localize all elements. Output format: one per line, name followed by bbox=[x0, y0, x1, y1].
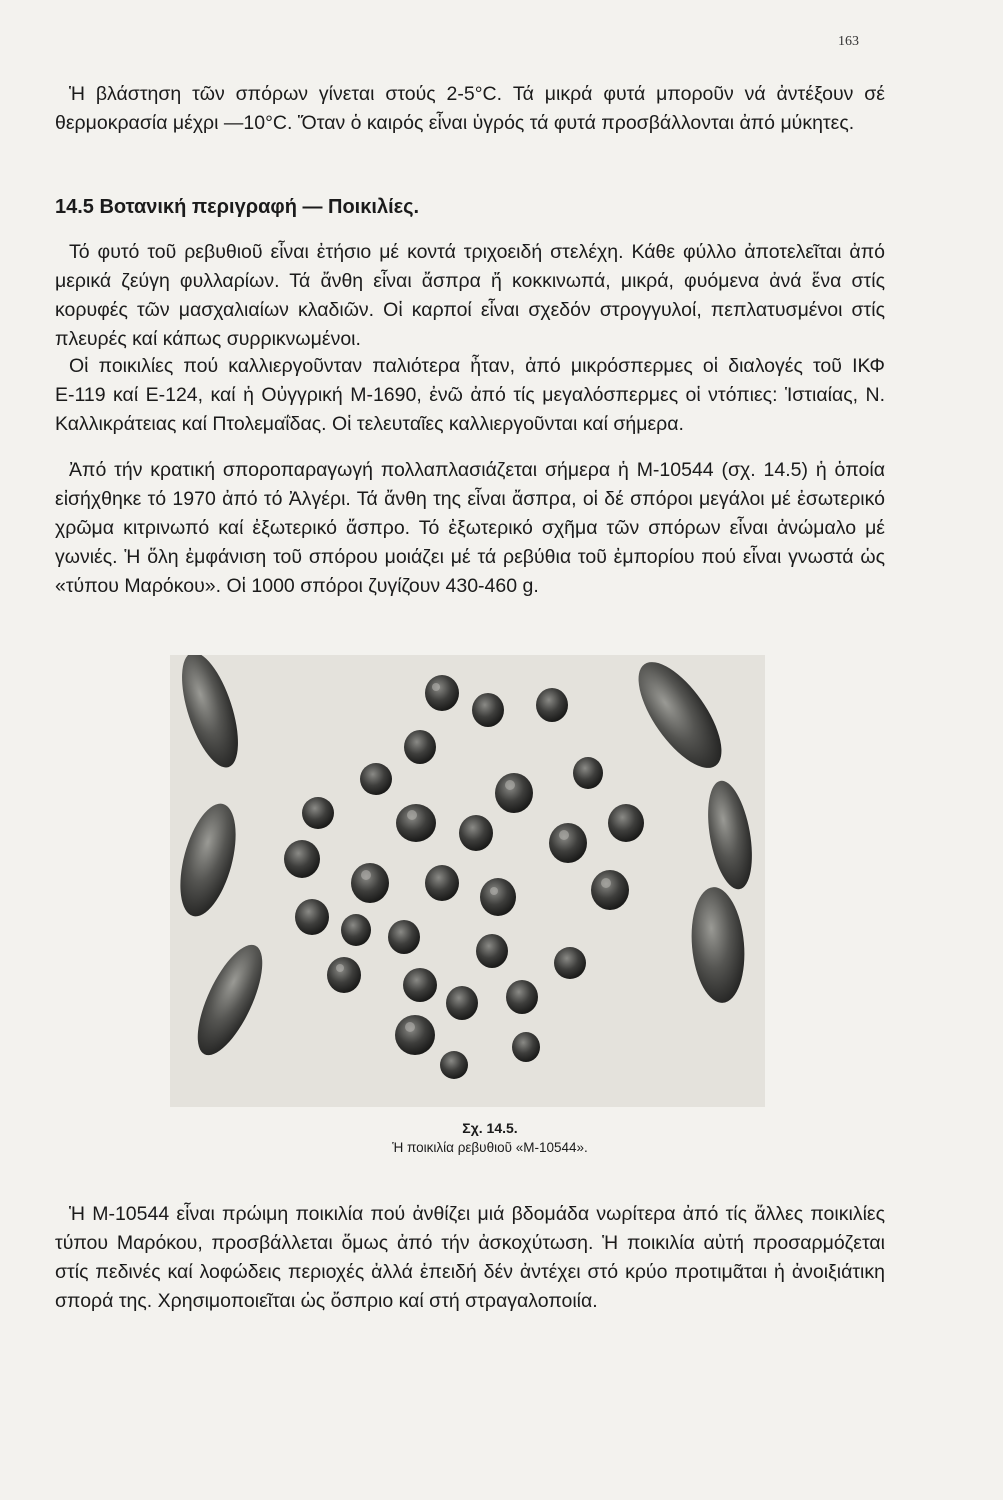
chickpea-photograph bbox=[170, 655, 765, 1107]
section-heading: 14.5 Βοτανική περιγραφή — Ποικιλίες. bbox=[55, 196, 420, 218]
paragraph-germination bbox=[55, 80, 885, 138]
paragraph-text: Ἡ Μ-10544 εἶναι πρώιμη ποικιλία πού ἀνθίζει μιά βδομάδα νωρίτερα ἀπό τίς ἄλλες ποικιλίες τύπου Μαρόκου, προσβάλλεται ὅμως ἀπό τήν ἀσκοχύτωση. Ἡ ποικιλία αὐτή προσαρμόζεται στίς πεδινές καί λοφώδεις περιοχές ἀλλά ἐπειδή δέν ἀντέχει στό κρύο προτιμᾶται ἡ ἀνοιξιάτικη σπορά της. Χρησιμοποιεῖται ὡς ὄσπριο καί στή στραγαλοποιία. bbox=[55, 1203, 885, 1312]
figure-caption-text: Ἡ ποικιλία ρεβυθιοῦ «Μ-10544». bbox=[392, 1140, 588, 1155]
paragraph-description bbox=[55, 238, 885, 354]
paragraph-text: Ἡ βλάστηση τῶν σπόρων γίνεται στούς 2-5°C. Τά μικρά φυτά μποροῦν νά ἀντέξουν σέ θερμοκρασία μέχρι —10°C. Ὅταν ὁ καιρός εἶναι ὑγρός τά φυτά προσβάλλονται ἀπό μύκητες. bbox=[55, 83, 885, 134]
chickpea-photo-svg bbox=[170, 655, 765, 1107]
paragraph-early-variety bbox=[55, 1200, 885, 1316]
page-number: 163 bbox=[838, 34, 859, 49]
figure-caption bbox=[330, 1118, 650, 1158]
paragraph-text: Τό φυτό τοῦ ρεβυθιοῦ εἶναι ἐτήσιο μέ κοντά τριχοειδή στελέχη. Κάθε φύλλο ἀποτελεῖται ἀπό μερικά ζεύγη φυλλαρίων. Τά ἄνθη εἶναι ἄσπρα ἤ κοκκινωπά, μικρά, φυόμενα ἀνά ἕνα στίς κορυφές τῶν μασχαλιαίων κλαδιῶν. Οἱ καρποί εἶναι σχεδόν στρογγυλοί, πεπλατυσμένοι στίς πλευρές καί κάπως συρρικνωμένοι. bbox=[55, 241, 885, 350]
paragraph-text: Ἀπό τήν κρατική σποροπαραγωγή πολλαπλασιάζεται σήμερα ἡ Μ-10544 (σχ. 14.5) ἡ ὁποία εἰσήχθηκε τό 1970 ἀπό τό Ἀλγέρι. Τά ἄνθη της εἶναι ἄσπρα, οἱ δέ σπόροι μεγάλοι μέ ἐσωτερικό χρῶμα κιτρινωπό καί ἐξωτερικό ἄσπρο. Τό ἐξωτερικό σχῆμα τῶν σπόρων εἶναι ἀνώμαλο μέ γωνιές. Ἡ ὅλη ἐμφάνιση τοῦ σπόρου μοιάζει μέ τά ρεβύθια τοῦ ἐμπορίου πού εἶναι γνωστά ὡς «τύπου Μαρόκου». Οἱ 1000 σπόροι ζυγίζουν 430-460 g. bbox=[55, 459, 885, 597]
paragraph-m10544 bbox=[55, 456, 885, 601]
paragraph-text: Οἱ ποικιλίες πού καλλιεργοῦνταν παλιότερα ἦταν, ἀπό μικρόσπερμες οἱ διαλογές τοῦ ΙΚΦ Ε-119 καί Ε-124, καί ἡ Οὐγγρική Μ-1690, ἐνῶ ἀπό τίς μεγαλόσπερμες οἱ ντόπιες: Ἱστιαίας, Ν. Καλλικράτειας καί Πτολεμαΐδας. Οἱ τελευταῖες καλλιεργοῦνται καί σήμερα. bbox=[55, 355, 885, 435]
figure-label: Σχ. 14.5. bbox=[462, 1120, 518, 1136]
paragraph-varieties bbox=[55, 352, 885, 439]
